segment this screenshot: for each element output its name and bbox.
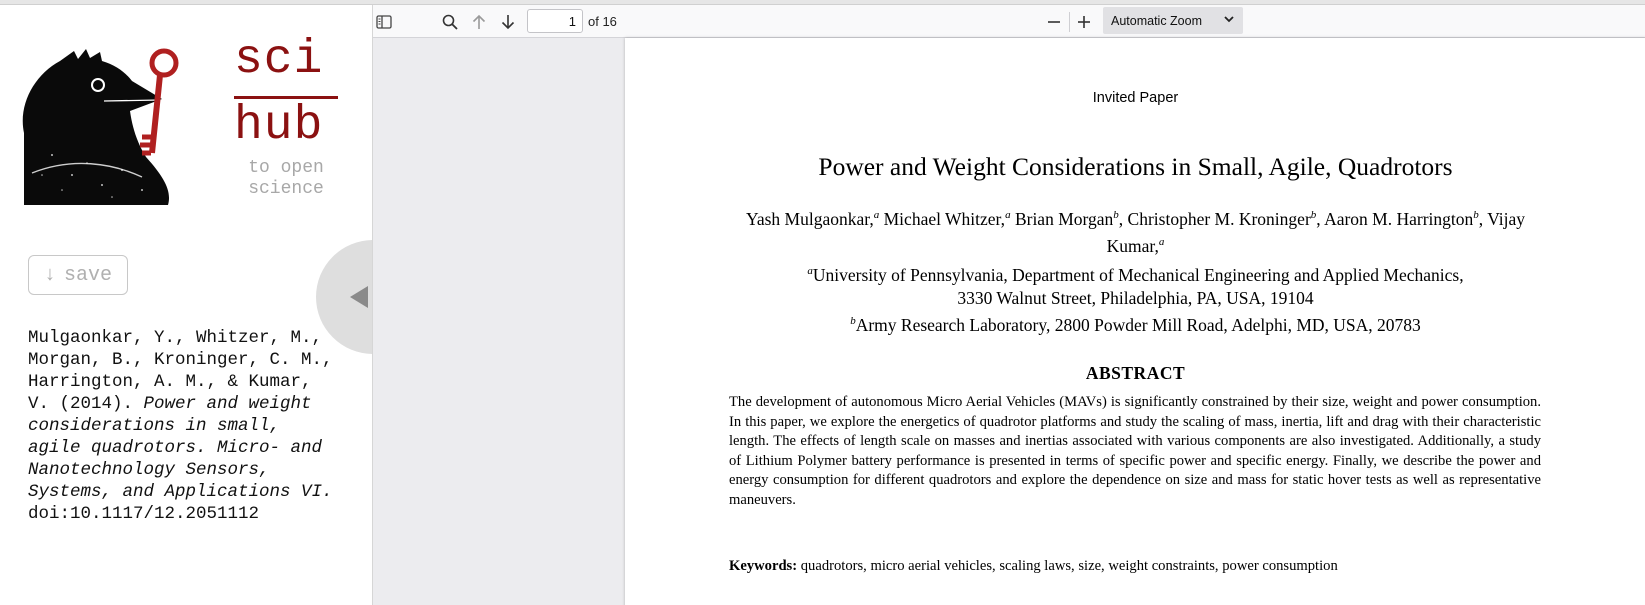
logo-hub-text: hub [234,99,324,153]
zoom-out-icon[interactable] [1043,11,1065,33]
pdf-viewer [372,5,1645,605]
page-count: of 16 [588,14,617,29]
author-sup: b [1473,209,1479,221]
triangle-left-icon [350,286,368,308]
zoom-in-icon[interactable] [1073,11,1095,33]
citation-authors: Mulgaonkar, Y., Whitzer, M., Morgan, B., Kroninger, C. M., Harrington, A. M., & Kumar, V. (2014). [28,328,333,414]
affiliation-a-address: 3330 Walnut Street, Philadelphia, PA, USA, 19104 [957,287,1314,308]
abstract-text: The development of autonomous Micro Aerial Vehicles (MAVs) is significantly constrained by their size, weight and power consumption. In this paper, we explore the energetics of quadrotor platforms and study the scaling of mass, inertia, lift and drag with their characteristic length. The effects of length scale on masses and inertias associated with various components are also investigated. Additionally, a study of Lithium Polymer battery performance is presented in terms of specific power and specific energy. Finally, we describe the power and energy consumption for different quadrotors and explore the dependence on size and mass for static hover tests as well as representative maneuvers. [729,394,1541,508]
pdf-page [625,38,1645,605]
arrow-down-icon[interactable] [497,11,519,33]
keywords-label: Keywords: [729,558,798,574]
affil-b-sup: b [850,314,856,327]
affiliation-a [685,260,1586,287]
chevron-down-icon [1223,12,1235,26]
author-name: , Christopher M. Kroninger [1118,208,1311,229]
citation-text [28,327,338,525]
author-sup: a [1158,235,1165,248]
affil-b-line: Army Research Laboratory, 2800 Powder Mill Road, Adelphi, MD, USA, 20783 [855,314,1421,335]
download-arrow-icon: ↓ [43,263,56,287]
zoom-select-value: Automatic Zoom [1111,13,1203,28]
affil-a-sup: a [807,265,813,277]
toggle-sidebar-icon[interactable] [373,11,395,33]
arrow-up-icon[interactable] [468,11,490,33]
author-name: Brian Morgan [1010,208,1114,229]
author-sup: a [873,209,880,221]
keywords-line [729,558,1541,575]
save-button[interactable] [28,255,128,295]
logo-sci-text: sci [234,33,324,87]
tagline-line-2: science [248,179,324,199]
sidebar [0,5,372,605]
author-name: , Vijay Kumar, [1106,208,1526,256]
author-sup: b [1113,209,1119,221]
author-name: Michael Whitzer, [879,208,1006,229]
search-icon[interactable] [439,11,461,33]
keywords-text: quadrotors, micro aerial vehicles, scaling laws, size, weight constraints, power consumption [797,558,1338,574]
page-number-input[interactable] [527,9,583,33]
author-name: , Aaron M. Harrington [1316,208,1474,229]
author-sup: a [1005,209,1011,221]
paper-authors [725,204,1546,258]
pdf-toolbar [373,5,1645,38]
pdf-page-area[interactable] [373,38,1645,605]
citation-title: Power and weight considerations in small, agile quadrotors. Micro- and Nanotechnology Sensors, Systems, and Applications VI. [28,394,333,502]
toolbar-separator [1069,12,1070,32]
tagline-line-1: to open [248,158,324,178]
zoom-select[interactable] [1103,7,1243,34]
raven-key-logo-icon [12,45,197,205]
citation-doi[interactable]: doi:10.1117/12.2051112 [28,504,260,524]
affil-a-line-1: University of Pennsylvania, Department of Mechanical Engineering and Applied Mechanics, [812,264,1464,285]
paper-title: Power and Weight Considerations in Small, Agile, Quadrotors [818,152,1453,181]
author-name: Yash Mulgaonkar, [745,208,874,229]
logo-tagline [232,158,340,200]
affiliation-b [685,310,1586,337]
save-label: save [64,263,113,287]
abstract-heading: ABSTRACT [1085,363,1186,383]
author-sup: b [1310,209,1317,221]
paper-affiliations [685,260,1586,337]
invited-paper-label: Invited Paper [1092,90,1179,106]
